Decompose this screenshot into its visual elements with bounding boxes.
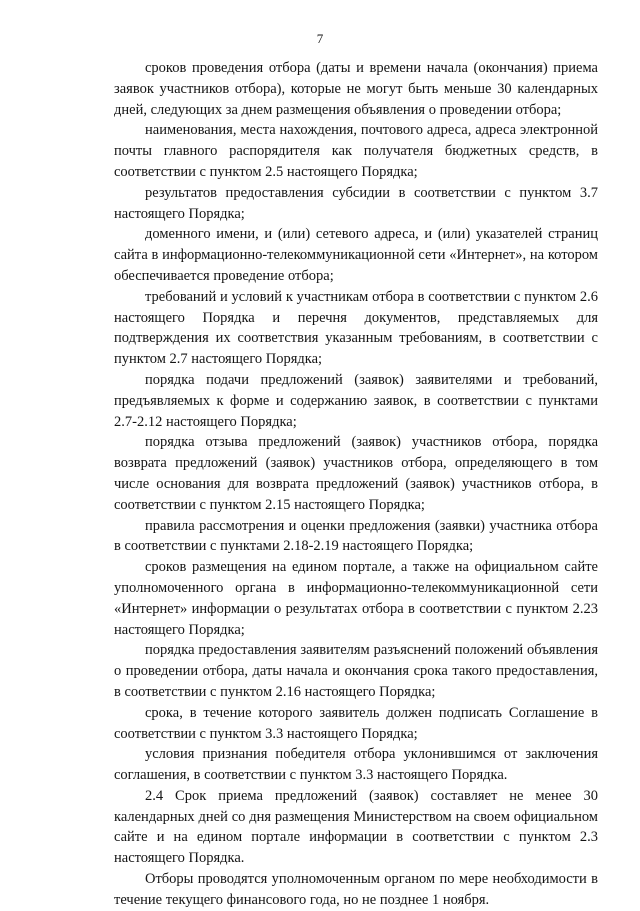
paragraph-results-publication: сроков размещения на едином портале, а также на официальном сайте уполномоченного органа в информационно-телекоммуникационной сети «Интернет» информации о результатах отбора в соответствии с пунктом 2.23 настоящего Порядка; [114, 559, 598, 638]
paragraph-signing-deadline: срока, в течение которого заявитель должен подписать Соглашение в соответствии с пунктом 3.3 настоящего Порядка; [114, 704, 598, 742]
paragraph-clarifications: порядка предоставления заявителям разъяснений положений объявления о проведении отбора, даты начала и окончания срока такого предоставления, в соответствии с пунктом 2.16 настоящего Порядка; [114, 642, 598, 700]
paragraph-evaluation-rules: правила рассмотрения и оценки предложения (заявки) участника отбора в соответствии с пунктами 2.18-2.19 настоящего Порядка; [114, 517, 598, 555]
body-text [114, 58, 598, 911]
paragraph-domain-name: доменного имени, и (или) сетевого адреса, и (или) указателей страниц сайта в информационно-телекоммуникационной сети «Интернет», на котором обеспечивается проведение отбора; [114, 226, 598, 284]
paragraph-distributor-details: наименования, места нахождения, почтового адреса, адреса электронной почты главного распорядителя как получателя бюджетных средств, в соответствии с пунктом 2.5 настоящего Порядка; [114, 122, 598, 180]
paragraph-deadlines: сроков проведения отбора (даты и времени начала (окончания) приема заявок участников отбора), которые не могут быть меньше 30 календарных дней, следующих за днем размещения объявления о проведении отбора; [114, 60, 598, 118]
paragraph-selection-timing: Отборы проводятся уполномоченным органом по мере необходимости в течение текущего финансового года, но не позднее 1 ноября. [114, 871, 598, 908]
page-number: 7 [316, 31, 324, 46]
paragraph-participant-requirements: требований и условий к участникам отбора в соответствии с пунктом 2.6 настоящего Порядка и перечня документов, представляемых для подтверждения их соответствия указанным требованиям, в соответствии с пунктом 2.7 настоящего Порядка; [114, 288, 598, 368]
paragraph-evasion-conditions: условия признания победителя отбора уклонившимся от заключения соглашения, в соответствии с пунктом 3.3 настоящего Порядка. [114, 746, 598, 784]
paragraph-withdrawal-procedure: порядка отзыва предложений (заявок) участников отбора, порядка возврата предложений (заявок) участников отбора, определяющего в том числе основания для возврата предложений (заявок) участников отбора, в соответствии с пунктом 2.15 настоящего Порядка; [114, 434, 598, 513]
paragraph-submission-procedure: порядка подачи предложений (заявок) заявителями и требований, предъявляемых к форме и содержанию заявок, в соответствии с пунктами 2.7-2.12 настоящего Порядка; [114, 371, 598, 430]
paragraph-subsidy-results: результатов предоставления субсидии в соответствии с пунктом 3.7 настоящего Порядка; [114, 184, 598, 222]
paragraph-section-2-4: 2.4 Срок приема предложений (заявок) составляет не менее 30 календарных дней со дня размещения Министерством на своем официальном сайте и на едином портале информации в соответствии с пунктом 2.3 настоящего Порядка. [114, 787, 598, 867]
